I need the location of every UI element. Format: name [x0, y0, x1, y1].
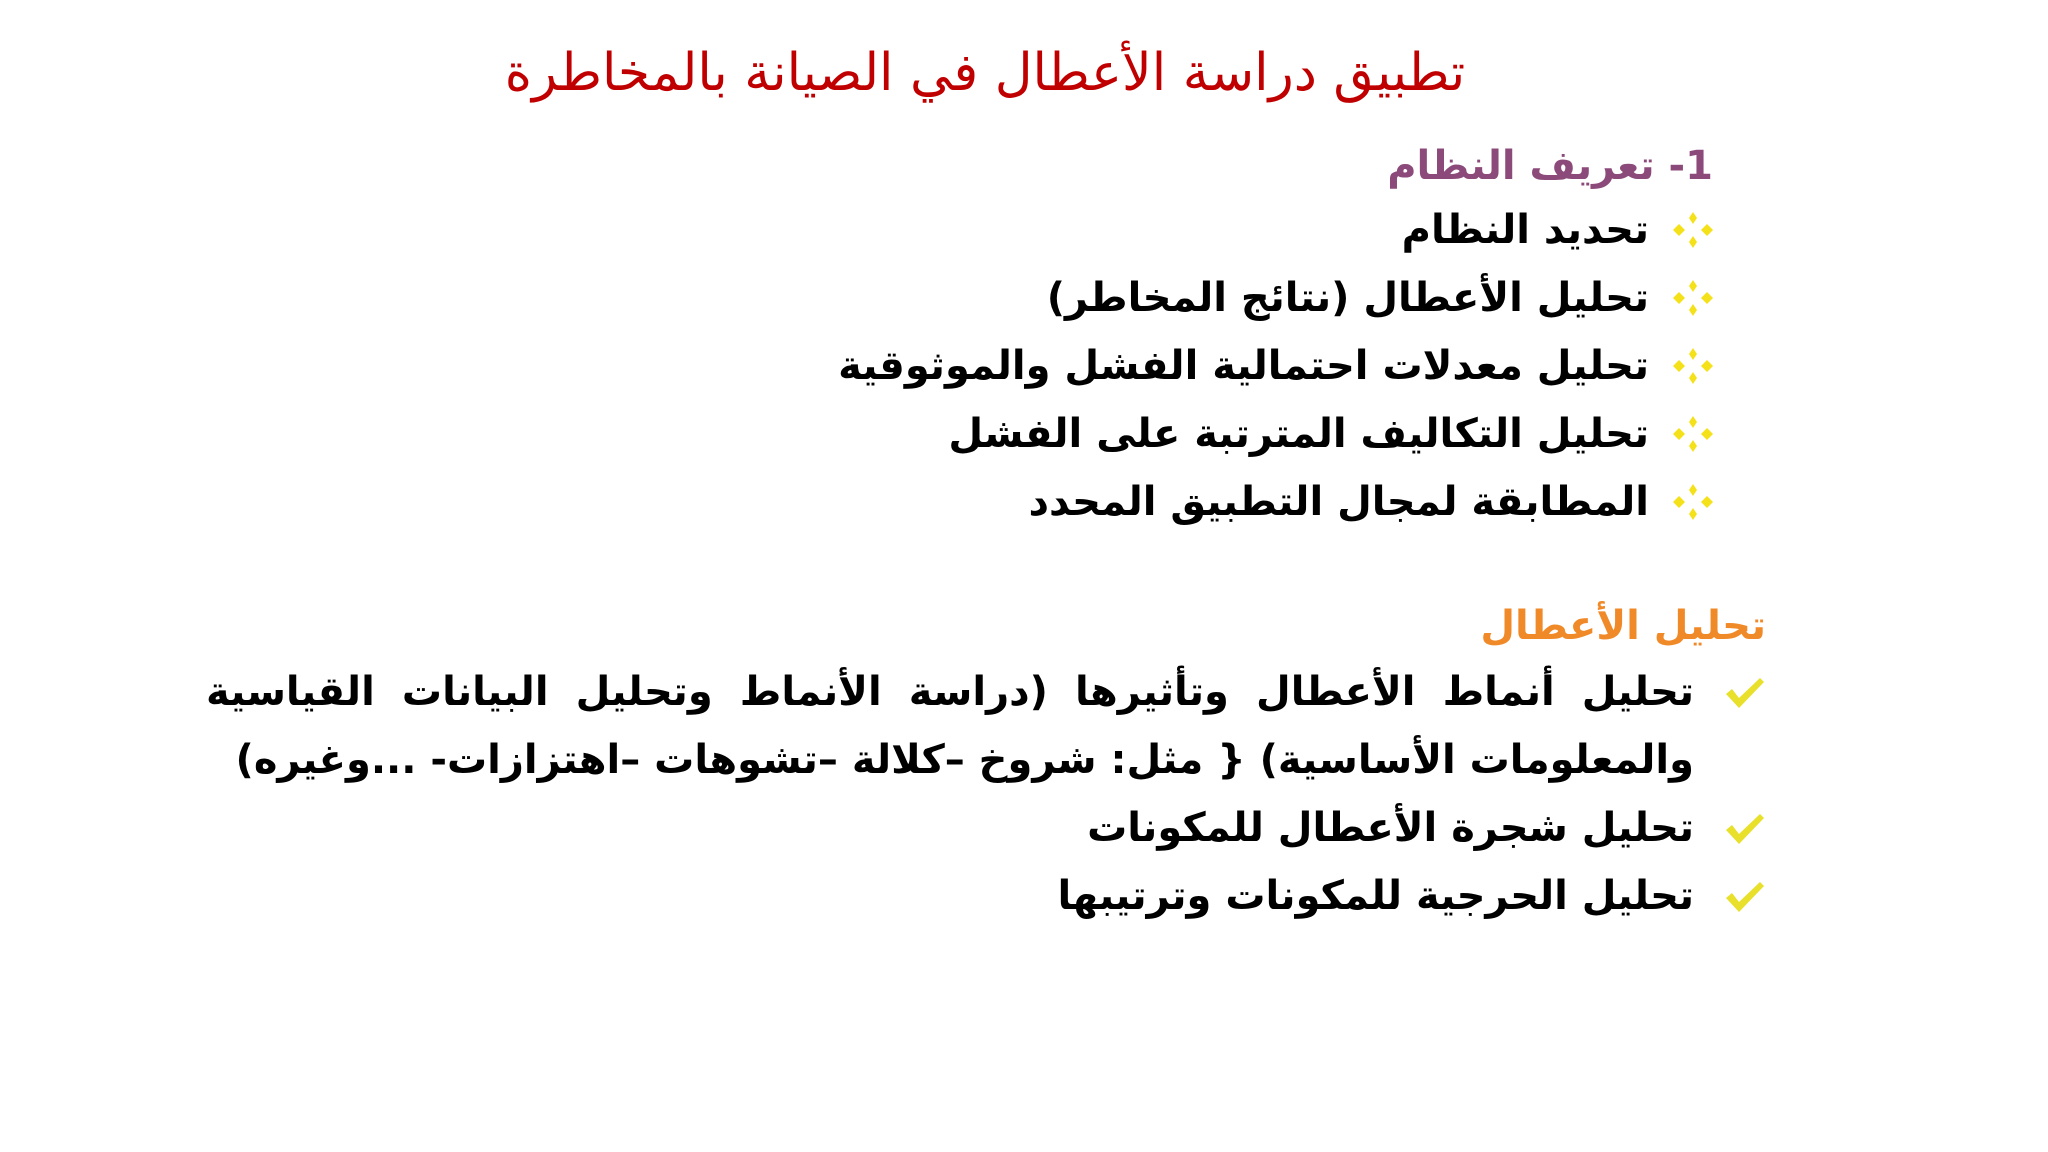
- section-heading-system-definition: 1- تعريف النظام: [1387, 143, 1713, 189]
- yellow-diamond-bullet-icon: [1673, 468, 1713, 536]
- check-mark-icon: [1722, 862, 1766, 930]
- list-item: [206, 862, 1766, 930]
- check-mark-icon: [1722, 794, 1766, 862]
- list-item-text: تحليل الحرجية للمكونات وترتيبها: [1057, 873, 1694, 919]
- system-definition-list: [513, 196, 1713, 536]
- yellow-diamond-bullet-icon: [1673, 400, 1713, 468]
- list-item-text: تحليل معدلات احتمالية الفشل والموثوقية: [838, 343, 1649, 389]
- slide-title: تطبيق دراسة الأعطال في الصيانة بالمخاطرة: [504, 43, 1466, 103]
- list-item: [513, 400, 1713, 468]
- section-heading-failure-analysis: تحليل الأعطال: [1480, 603, 1766, 649]
- list-item: [513, 196, 1713, 264]
- list-item: [513, 264, 1713, 332]
- list-item: [513, 468, 1713, 536]
- list-item-text: تحليل أنماط الأعطال وتأثيرها (دراسة الأنماط وتحليل البيانات القياسية والمعلومات الأساسية) { مثل: شروخ –كلالة –تشوهات –اهتزازات- ...وغيره): [206, 669, 1694, 783]
- list-item-text: تحليل الأعطال (نتائج المخاطر): [1046, 275, 1649, 321]
- check-mark-icon: [1722, 658, 1766, 726]
- yellow-diamond-bullet-icon: [1673, 264, 1713, 332]
- yellow-diamond-bullet-icon: [1673, 332, 1713, 400]
- list-item: [206, 794, 1766, 862]
- list-item-text: تحليل شجرة الأعطال للمكونات: [1087, 805, 1694, 851]
- list-item-text: تحليل التكاليف المترتبة على الفشل: [948, 411, 1649, 457]
- list-item: [513, 332, 1713, 400]
- list-item: [206, 658, 1766, 794]
- list-item-text: تحديد النظام: [1401, 207, 1649, 253]
- yellow-diamond-bullet-icon: [1673, 196, 1713, 264]
- list-item-text: المطابقة لمجال التطبيق المحدد: [1028, 479, 1649, 525]
- failure-analysis-list: [206, 658, 1766, 930]
